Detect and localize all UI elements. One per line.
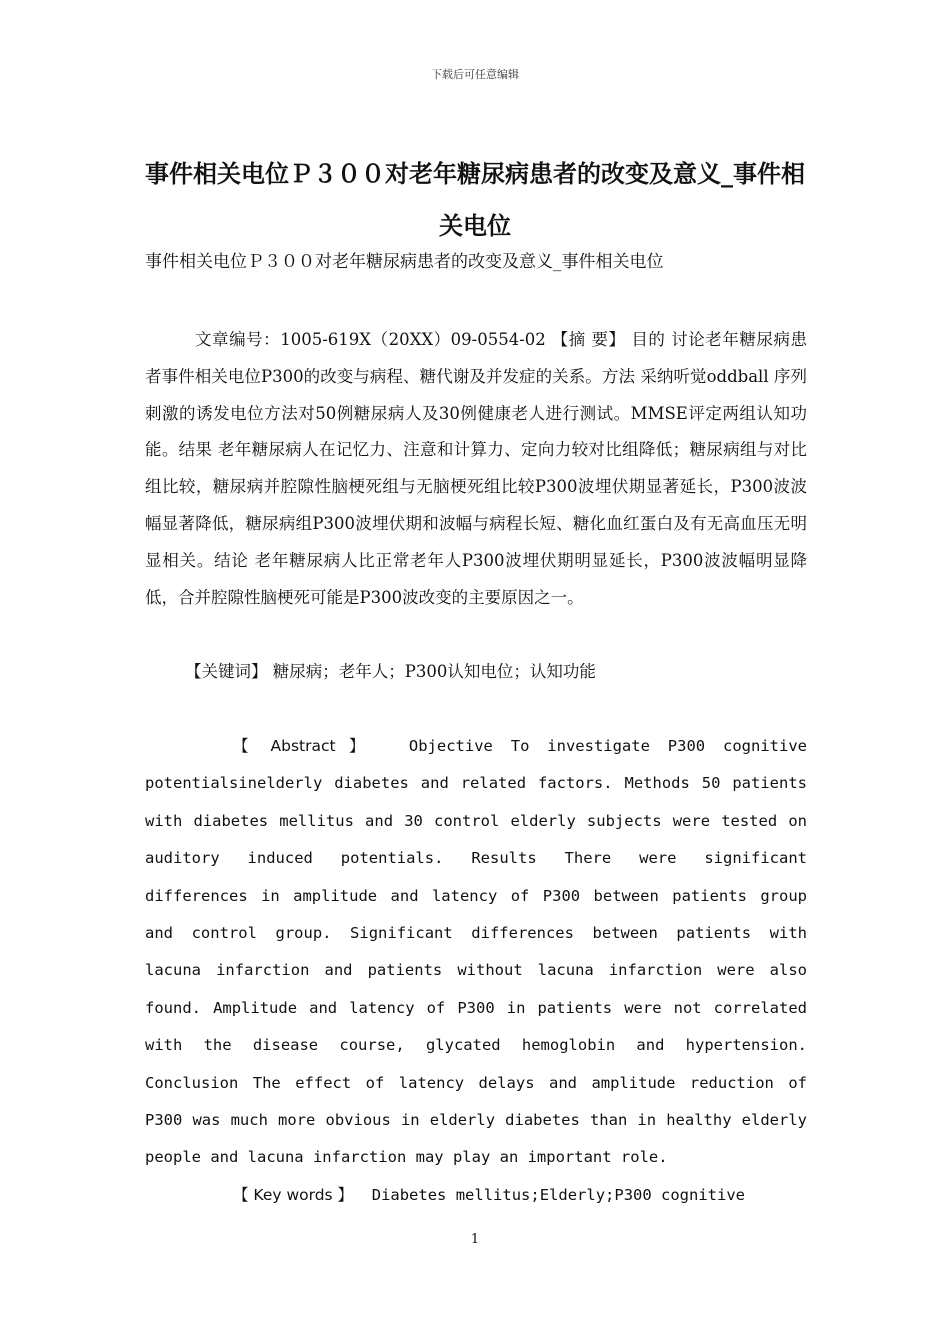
article-number: 文章编号：1005-619X（20XX）09-0554-02	[195, 330, 546, 349]
keywords-label: 【关键词】	[185, 662, 268, 681]
english-keywords-body: Diabetes mellitus;Elderly;P300 cognitive	[371, 1186, 746, 1204]
keywords-body: 糖尿病；老年人；P300认知电位；认知功能	[272, 662, 596, 681]
abstract-label: 【摘 要】	[551, 330, 626, 349]
header-note: 下载后可任意编辑	[431, 68, 519, 81]
chinese-keywords	[185, 656, 805, 688]
chinese-abstract	[145, 322, 807, 616]
english-keywords	[145, 1177, 807, 1214]
document-title: 事件相关电位Ｐ３００对老年糖尿病患者的改变及意义_事件相关电位	[145, 160, 805, 240]
english-abstract-body: Objective To investigate P300 cognitive potentialsinelderly diabetes and related factors. Methods 50 patients with diabetes mellitus and 30 control elderly subjects were tested on auditory induced potentials. Results There were significant differences in amplitude and latency of P300 between patients group and control group. Significant differences between patients with lacuna infarction and patients without lacuna infarction were also found. Amplitude and latency of P300 in patients were not correlated with the disease course, glycated hemoglobin and hypertension. Conclusion The effect of latency delays and amplitude reduction of P300 was much more obvious in elderly diabetes than in healthy elderly people and lacuna infarction may play an important role.	[145, 737, 807, 1167]
abstract-body: 目的 讨论老年糖尿病患者事件相关电位P300的改变与病程、糖代谢及并发症的关系。方法 采纳听觉oddball 序列刺激的诱发电位方法对50例糖尿病人及30例健康老人进行测试。MMSE评定两组认知功能。结果 老年糖尿病人在记忆力、注意和计算力、定向力较对比组降低；糖尿病组与对比组比较，糖尿病并腔隙性脑梗死组与无脑梗死组比较P300波埋伏期显著延长，P300波波幅显著降低，糖尿病组P300波埋伏期和波幅与病程长短、糖化血红蛋白及有无高血压无明显相关。结论 老年糖尿病人比正常老年人P300波埋伏期明显延长，P300波波幅明显降低，合并腔隙性脑梗死可能是P300波改变的主要原因之一。	[145, 330, 807, 607]
english-abstract	[145, 728, 807, 1177]
document-subtitle: 事件相关电位Ｐ３００对老年糖尿病患者的改变及意义_事件相关电位	[145, 252, 664, 272]
english-keywords-label: 【 Key words 】	[233, 1186, 354, 1204]
page-number: 1	[470, 1232, 480, 1247]
english-abstract-label: 【 Abstract 】	[233, 737, 374, 755]
